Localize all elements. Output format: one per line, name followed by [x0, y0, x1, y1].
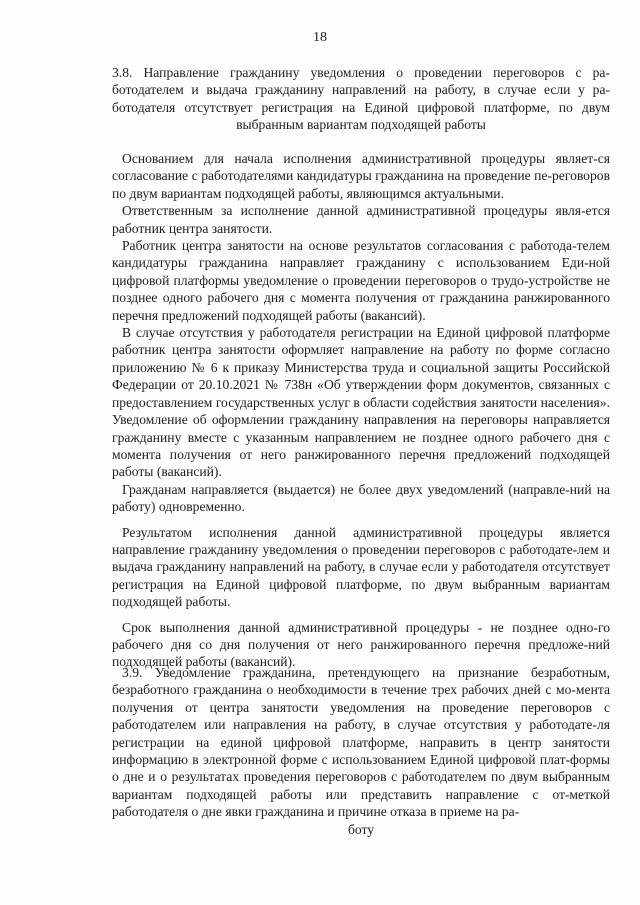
section-3-9-last-line: боту: [347, 821, 375, 837]
paragraph-basis: Основанием для начала исполнения административной процедуры являет-ся согласование с работодателями кандидатуры гражданина на проведение пе-реговоров по двум вариантам подходящей работы, являющимся актуальными.: [112, 151, 610, 201]
paragraph-notification: Работник центра занятости на основе результатов согласования с работода-телем кандидатуры гражданина направляет гражданину с использованием Еди-ной цифровой платформы уведомление о проведении переговоров о трудо-устройстве не позднее одного рабочего дня с момента получения от гражданина ранжированного перечня предложений подходящей работы (вакансий).: [112, 238, 610, 323]
section-3-8-body: [112, 150, 610, 671]
page-number: 18: [313, 30, 327, 45]
paragraph-result: Результатом исполнения данной административной процедуры является направление гражданину уведомления о проведении переговоров с работодате-лем и выдача гражданину направлений на работу, в случае если у работодателя отсутствует регистрация на Единой цифровой платформе, по двум выбранным вариантам подходящей работы.: [112, 524, 610, 610]
heading-line: 3.8. Направление гражданину уведомления о проведении переговоров с ра-: [112, 65, 610, 80]
heading-line: ботодателя отсутствует регистрация на Единой цифровой платформе, по двум: [112, 99, 610, 115]
section-3-9: [112, 664, 610, 838]
paragraph-no-registration: В случае отсутствия у работодателя регистрации на Единой цифровой платформе работник центра занятости оформляет направление на работу по форме согласно приложению № 6 к приказу Министерства труда и социальной защиты Российской Федерации от 20.10.2021 № 738н «Об утверждении форм документов, связанных с предоставлением государственных услуг в области содействия занятости населения». Уведомление об оформлении гражданину направления на переговоры направляется гражданину вместе с указанным направлением не позднее одного рабочего дня с момента получения от него ранжированного перечня предложений подходящей работы (вакансий).: [112, 325, 610, 480]
paragraph-deadline: Срок выполнения данной административной процедуры - не позднее одно-го рабочего дня со дня получения от него ранжированного перечня предложе-ний подходящей работы (вакансий).: [112, 619, 610, 670]
heading-line: ботодателем и выдача гражданину направлений на работу, в случае если у ра-: [112, 82, 610, 98]
paragraph-limit: Гражданам направляется (выдается) не более двух уведомлений (направле-ний на работу) одновременно.: [112, 481, 610, 515]
section-3-8-heading: [112, 64, 610, 134]
section-3-9-paragraph: 3.9. Уведомление гражданина, претендующего на признание безработным, безработного гражданина о необходимости в течение трех рабочих дней с мо-мента получения от центра занятости уведомления на проведение переговоров с работодателем или направления на работу, в случае отсутствия у работодате-ля регистрации на единой цифровой платформе, направить в центр занятости информацию в электронной форме с использованием Единой цифровой плат-формы о дне и о результатах проведения переговоров с работодателем по двум выбранным вариантам подходящей работы или представить направление с от-меткой работодателя о дне явки гражданина и причине отказа в приеме на ра-: [112, 665, 610, 820]
paragraph-responsible: Ответственным за исполнение данной административной процедуры явля-ется работник центра занятости.: [112, 203, 610, 236]
heading-line: выбранным вариантам подходящей работы: [236, 117, 486, 133]
